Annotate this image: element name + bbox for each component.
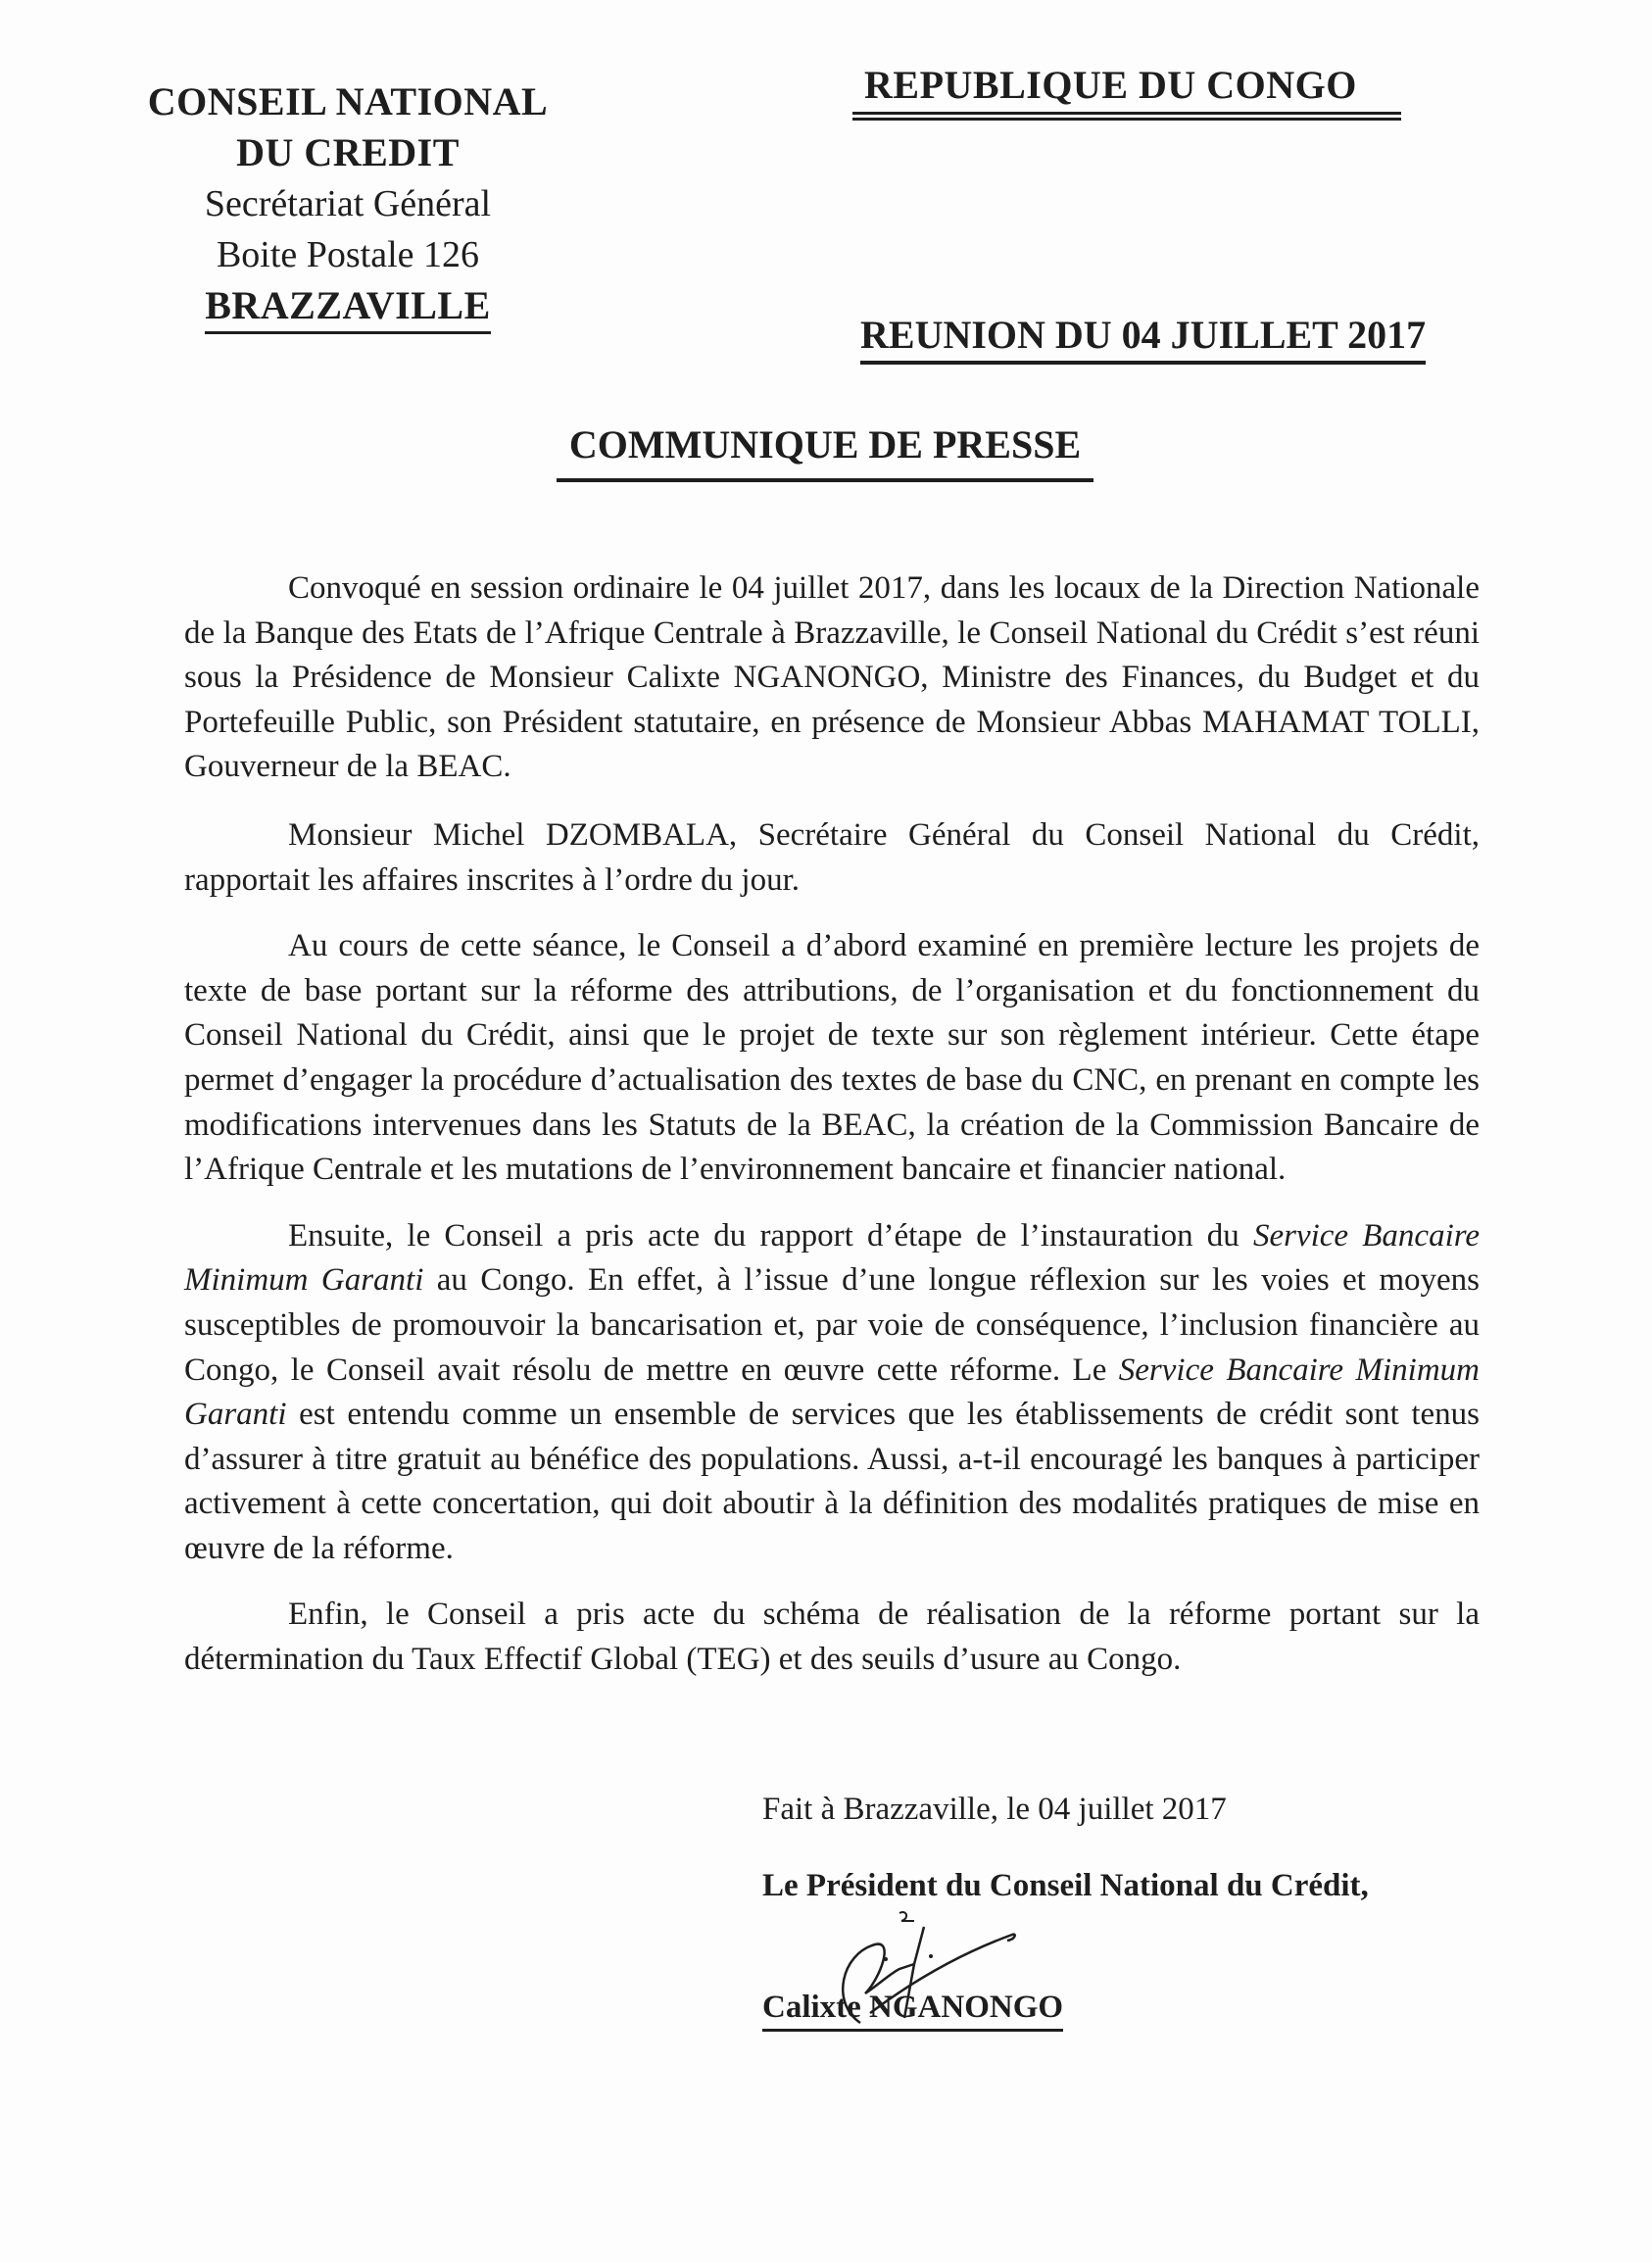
document-title: COMMUNIQUE DE PRESSE xyxy=(568,422,1082,467)
press-release-body xyxy=(184,566,1480,1704)
p4-text-c: au Congo. En effet, à l’issue d’une longue réflexion sur les voies et moyens susceptibles de promouvoir la bancarisation et, par voie de conséquence, l’inclusion financière au Congo, le Conseil avait résolu de mettre en œuvre cette réforme. Le xyxy=(184,1262,1480,1388)
signatory-name: Calixte NGANONGO xyxy=(762,1988,1063,2032)
issuer-name-line1: CONSEIL NATIONAL xyxy=(147,79,549,123)
issuer-block xyxy=(147,76,549,334)
issuer-postal-box: Boite Postale 126 xyxy=(216,234,480,275)
p4-italic-service-2: Service Bancaire Minimum Garanti xyxy=(184,1352,1480,1433)
country-underline xyxy=(852,112,1401,121)
country-name: REPUBLIQUE DU CONGO xyxy=(864,63,1357,107)
meeting-date-heading: REUNION DU 04 JUILLET 2017 xyxy=(860,312,1426,365)
issuer-name-line2: DU CREDIT xyxy=(236,130,460,174)
place-and-date: Fait à Brazzaville, le 04 juillet 2017 xyxy=(762,1792,1227,1827)
p4-text-a: Ensuite, le Conseil a pris acte du rapport d’étape de l’instauration du xyxy=(288,1217,1253,1254)
issuer-city: BRAZZAVILLE xyxy=(205,280,491,334)
handwritten-signature-icon xyxy=(821,1905,1017,2033)
paragraph-teg: Enfin, le Conseil a pris acte du schéma de réalisation de la réforme portant sur la détermination du Taux Effectif Global (TEG) et des seuils d’usure au Congo. xyxy=(184,1597,1480,1678)
country-block xyxy=(852,61,1401,121)
issuer-department: Secrétariat Général xyxy=(204,183,492,224)
document-title-block xyxy=(557,421,1093,482)
paragraph-reform-texts: Au cours de cette séance, le Conseil a d’abord examiné en première lecture les projets de texte de base portant sur la réforme des attributions, de l’organisation et du fonctionnement du Conseil National du Crédit, ainsi que le projet de texte sur son règlement intérieur. Cette étape permet d’engager la procédure d’actualisation des textes de base du CNC, en prenant en compte les modifications intervenues dans les Statuts de la BEAC, la création de la Commission Bancaire de l’Afrique Centrale et les mutations de l’environnement bancaire et financier national. xyxy=(184,928,1480,1188)
signature-block xyxy=(762,1790,1487,2025)
paragraph-secretary: Monsieur Michel DZOMBALA, Secrétaire Général du Conseil National du Crédit, rapportait les affaires inscrites à l’ordre du jour. xyxy=(184,816,1480,898)
paragraph-service-bancaire xyxy=(184,1214,1480,1572)
signatory-title: Le Président du Conseil National du Crédit, xyxy=(762,1868,1369,1903)
paragraph-session: Convoqué en session ordinaire le 04 juillet 2017, dans les locaux de la Direction Nationale de la Banque des Etats de l’Afrique Centrale à Brazzaville, le Conseil National du Crédit s’est réuni sous la Présidence de Monsieur Calixte NGANONGO, Ministre des Finances, du Budget et du Portefeuille Public, son Président statutaire, en présence de Monsieur Abbas MAHAMAT TOLLI, Gouverneur de la BEAC. xyxy=(184,570,1480,785)
p4-text-e: est entendu comme un ensemble de services que les établissements de crédit sont tenus d’assurer à titre gratuit au bénéfice des populations. Aussi, a-t-il encouragé les banques à participer activement à cette concertation, qui doit aboutir à la définition des modalités pratiques de mise en œuvre de la réforme. xyxy=(184,1397,1480,1566)
p4-italic-service-1: Service Bancaire Minimum Garanti xyxy=(184,1217,1480,1299)
title-underline xyxy=(557,478,1093,482)
